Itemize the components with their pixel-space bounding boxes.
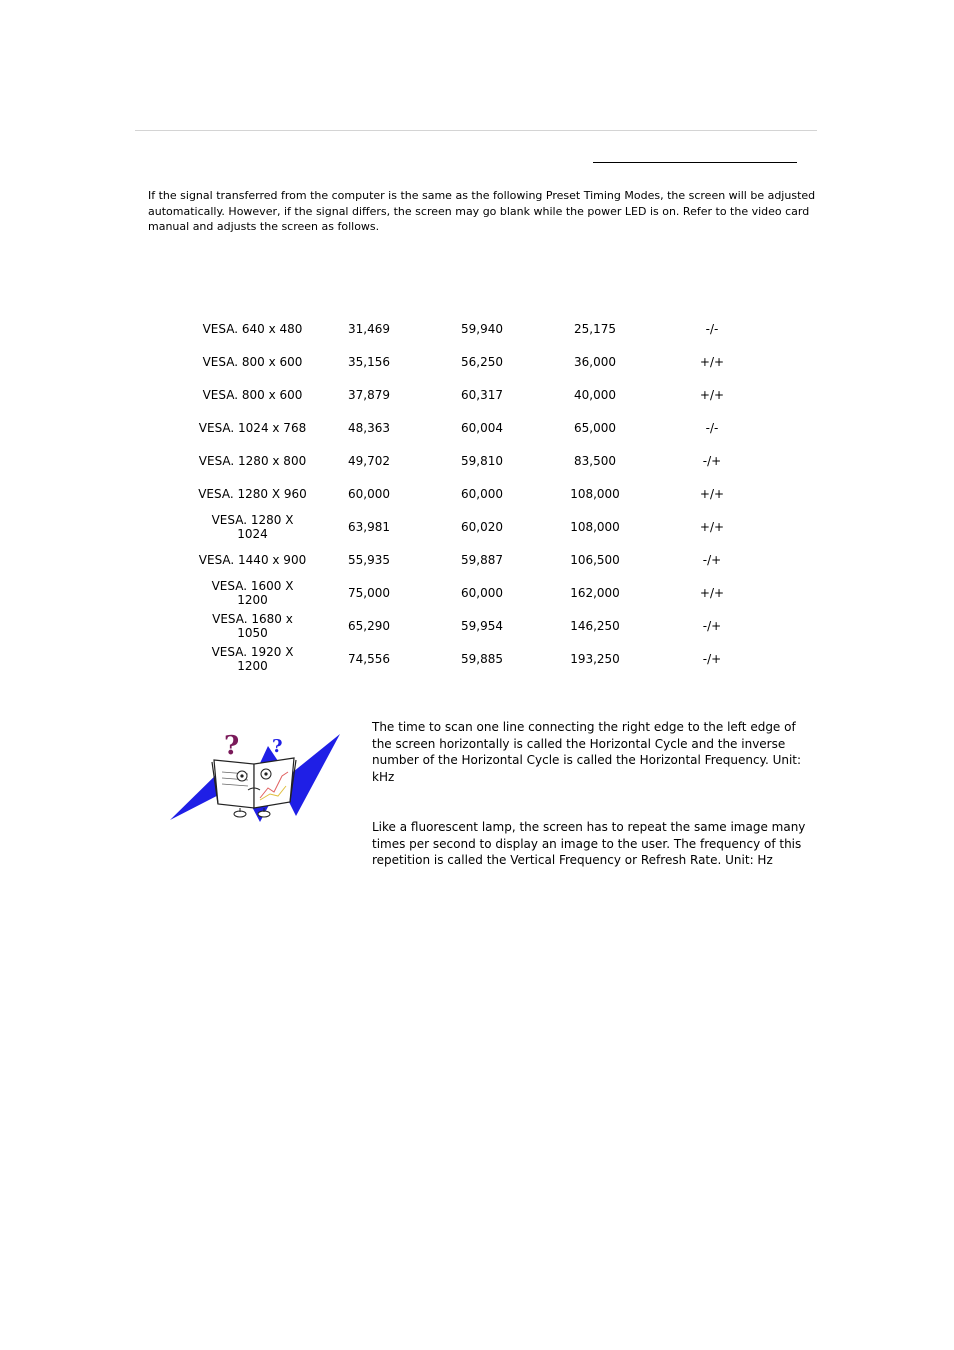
vertical-frequency-cell: 60,020 (461, 519, 503, 534)
sync-polarity-cell: -/+ (702, 552, 722, 567)
horizontal-frequency-cell: 60,000 (348, 486, 390, 501)
mode-cell: VESA. 1280 x 800 (198, 453, 307, 468)
horizontal-frequency-cell: 65,290 (348, 618, 390, 633)
mode-cell: VESA. 1280 X 1024 (211, 512, 294, 541)
pixel-clock-cell: 36,000 (574, 354, 616, 369)
mode-cell: VESA. 640 x 480 (202, 321, 303, 336)
sync-polarity-cell: +/+ (699, 387, 725, 402)
pixel-clock-cell: 162,000 (570, 585, 620, 600)
pixel-clock-cell: 193,250 (570, 651, 620, 666)
intro-paragraph: If the signal transferred from the computer is the same as the following Preset Timing Modes, the screen will be adjusted automatically. However, if the signal differs, the screen may go blank while the power LED is on. Refer to the video card manual and adjusts the screen as follows. (148, 189, 816, 234)
table-row (195, 444, 770, 477)
horizontal-frequency-cell: 48,363 (348, 420, 390, 435)
sync-polarity-cell: -/+ (702, 618, 722, 633)
table-row (195, 642, 770, 675)
mode-cell: VESA. 1440 x 900 (198, 552, 307, 567)
horizontal-frequency-cell: 74,556 (348, 651, 390, 666)
table-row (195, 543, 770, 576)
table-row (195, 576, 770, 609)
horizontal-frequency-cell: 37,879 (348, 387, 390, 402)
vertical-frequency-cell: 60,000 (461, 585, 503, 600)
vertical-frequency-cell: 60,004 (461, 420, 503, 435)
vertical-frequency-cell: 59,940 (461, 321, 503, 336)
table-row (195, 345, 770, 378)
header-underline (593, 162, 797, 163)
pixel-clock-cell: 25,175 (574, 321, 616, 336)
svg-text:?: ? (272, 736, 283, 757)
vertical-frequency-cell: 59,887 (461, 552, 503, 567)
vertical-frequency-cell: 60,000 (461, 486, 503, 501)
mode-cell: VESA. 1600 X 1200 (211, 578, 294, 607)
mode-cell: VESA. 1920 X 1200 (211, 644, 294, 673)
table-row (195, 378, 770, 411)
pixel-clock-cell: 106,500 (570, 552, 620, 567)
pixel-clock-cell: 108,000 (570, 486, 620, 501)
sync-polarity-cell: +/+ (699, 519, 725, 534)
horizontal-frequency-cell: 55,935 (348, 552, 390, 567)
mode-cell: VESA. 1280 X 960 (198, 486, 307, 501)
vertical-frequency-cell: 59,885 (461, 651, 503, 666)
sync-polarity-cell: -/- (705, 420, 719, 435)
sync-polarity-cell: -/- (705, 321, 719, 336)
table-row (195, 477, 770, 510)
preset-timing-table (195, 312, 770, 675)
pixel-clock-cell: 65,000 (574, 420, 616, 435)
pixel-clock-cell: 83,500 (574, 453, 616, 468)
pixel-clock-cell: 146,250 (570, 618, 620, 633)
table-row (195, 510, 770, 543)
sync-polarity-cell: +/+ (699, 354, 725, 369)
horizontal-frequency-definition: The time to scan one line connecting the right edge to the left edge of the screen horizontally is called the Horizontal Cycle and the inverse number of the Horizontal Cycle is called the Horizontal Frequency. Unit: kHz (372, 720, 802, 784)
vertical-frequency-cell: 56,250 (461, 354, 503, 369)
vertical-frequency-cell: 60,317 (461, 387, 503, 402)
table-row (195, 411, 770, 444)
horizontal-frequency-cell: 49,702 (348, 453, 390, 468)
vertical-frequency-cell: 59,954 (461, 618, 503, 633)
mode-cell: VESA. 1024 x 768 (198, 420, 307, 435)
table-row (195, 312, 770, 345)
sync-polarity-cell: -/+ (702, 453, 722, 468)
table-row (195, 609, 770, 642)
sync-polarity-cell: +/+ (699, 486, 725, 501)
pixel-clock-cell: 108,000 (570, 519, 620, 534)
vertical-frequency-cell: 59,810 (461, 453, 503, 468)
top-divider (135, 130, 817, 131)
confused-book-mascot-icon (168, 728, 344, 824)
horizontal-frequency-cell: 63,981 (348, 519, 390, 534)
sync-polarity-cell: +/+ (699, 585, 725, 600)
mode-cell: VESA. 1680 x 1050 (212, 611, 293, 640)
pixel-clock-cell: 40,000 (574, 387, 616, 402)
svg-text:?: ? (224, 731, 240, 761)
vertical-frequency-definition: Like a fluorescent lamp, the screen has to repeat the same image many times per second to display an image to the user. The frequency of this repetition is called the Vertical Frequency or Refresh Rate. Unit: Hz (372, 820, 806, 867)
horizontal-frequency-cell: 35,156 (348, 354, 390, 369)
mode-cell: VESA. 800 x 600 (202, 387, 303, 402)
horizontal-frequency-cell: 31,469 (348, 321, 390, 336)
horizontal-frequency-cell: 75,000 (348, 585, 390, 600)
mode-cell: VESA. 800 x 600 (202, 354, 303, 369)
sync-polarity-cell: -/+ (702, 651, 722, 666)
